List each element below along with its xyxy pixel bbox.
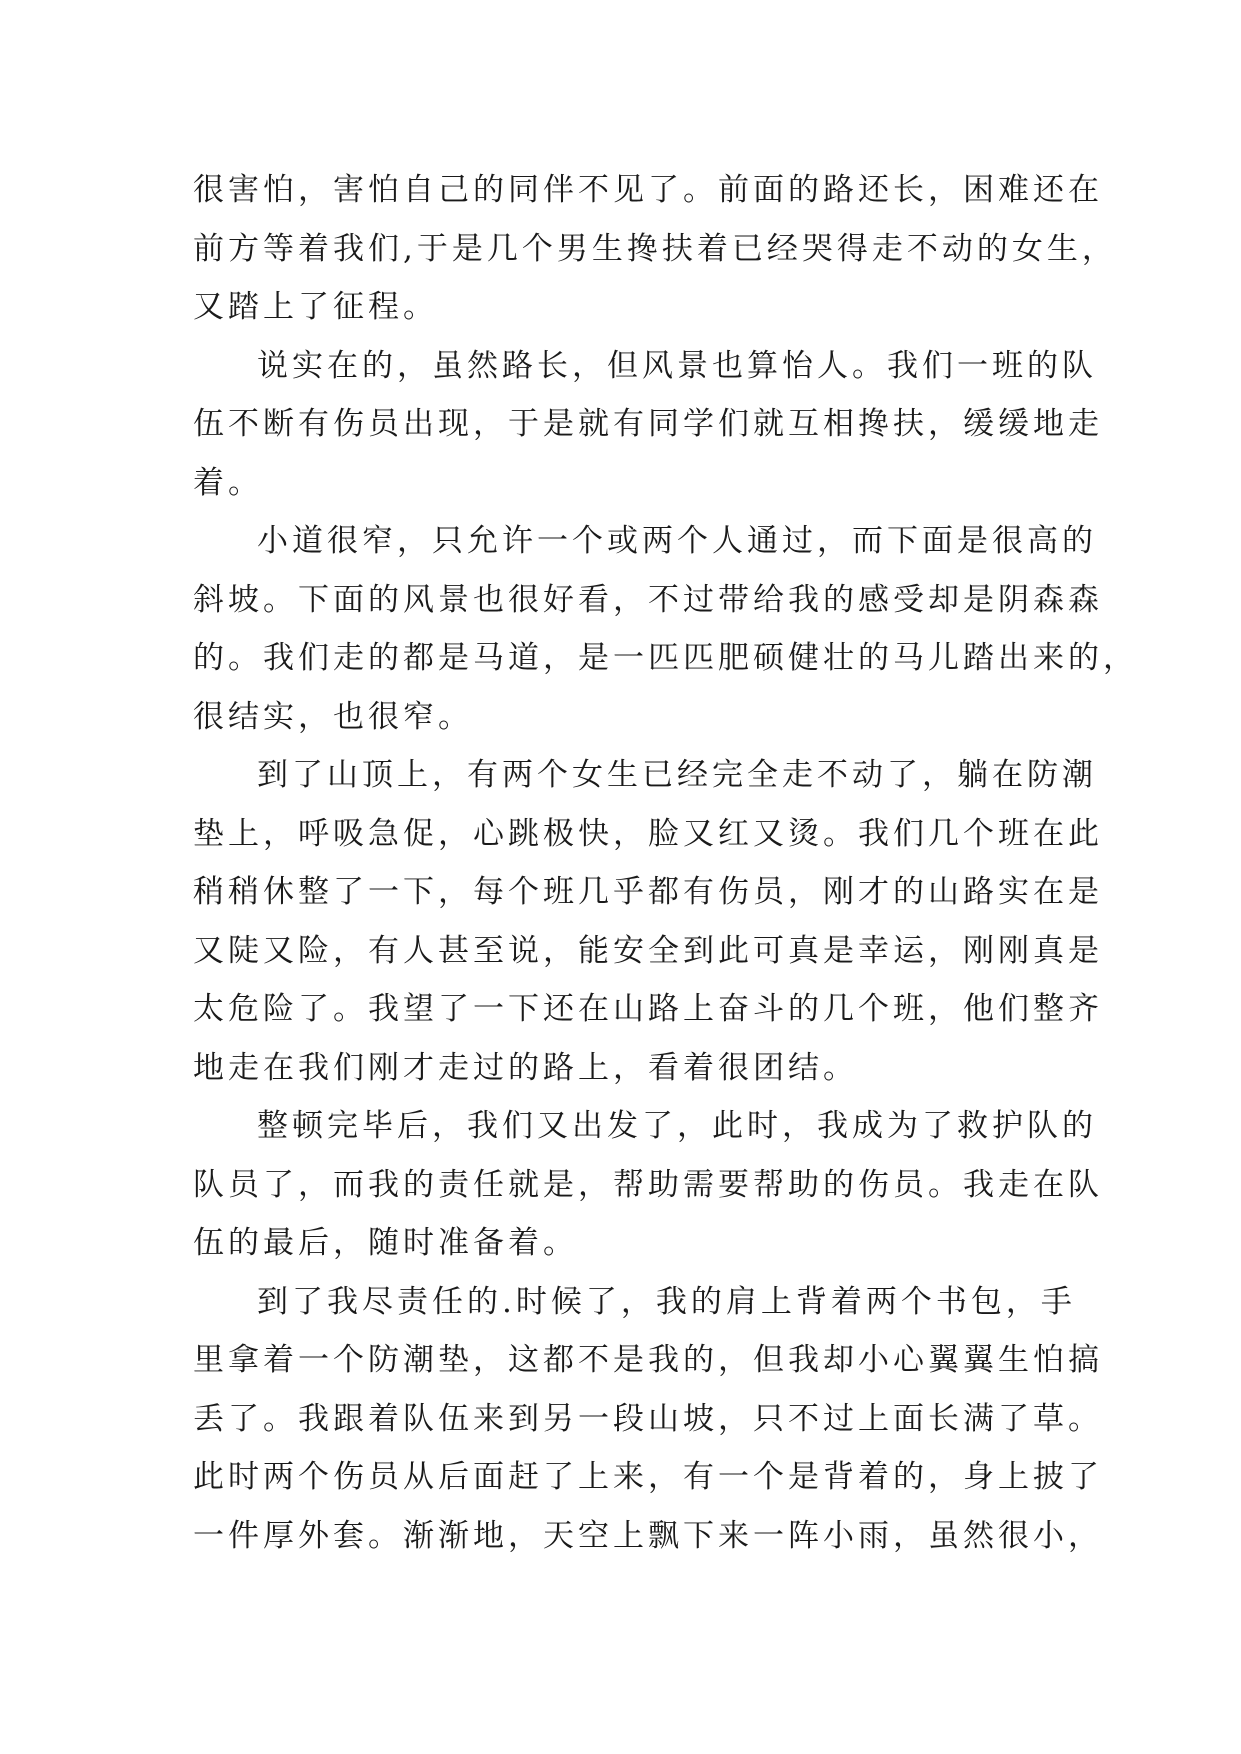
- text-line: 伍不断有伤员出现，于是就有同学们就互相搀扶，缓缓地走: [193, 406, 1103, 442]
- paragraph-first-line: 到了山顶上，有两个女生已经完全走不动了，躺在防潮: [257, 757, 1097, 793]
- text-line: 很结实，也很窄。: [193, 698, 473, 735]
- paragraph-first-line: 整顿完毕后，我们又出发了，此时，我成为了救护队的: [257, 1108, 1097, 1144]
- body-text: [193, 161, 1138, 1565]
- text-line: 地走在我们刚才走过的路上，看着很团结。: [193, 1049, 858, 1086]
- text-line: 丢了。我跟着队伍来到另一段山坡，只不过上面长满了草。: [193, 1400, 1103, 1437]
- text-line: 此时两个伤员从后面赶了上来，有一个是背着的，身上披了: [193, 1459, 1103, 1495]
- text-line: 队员了，而我的责任就是，帮助需要帮助的伤员。我走在队: [193, 1166, 1103, 1203]
- text-line: 伍的最后，随时准备着。: [193, 1225, 578, 1261]
- text-line: 太危险了。我望了一下还在山路上奋斗的几个班，他们整齐: [193, 991, 1103, 1027]
- text-line: 一件厚外套。渐渐地，天空上飘下来一阵小雨，虽然很小，: [193, 1517, 1103, 1554]
- text-line: 垫上，呼吸急促，心跳极快，脸又红又烫。我们几个班在此: [193, 815, 1103, 852]
- text-line: 前方等着我们,于是几个男生搀扶着已经哭得走不动的女生，: [193, 230, 1117, 267]
- text-line: 稍稍休整了一下，每个班几乎都有伤员，刚才的山路实在是: [193, 874, 1103, 910]
- text-line: 着。: [193, 464, 263, 501]
- paragraph-first-line: 说实在的，虽然路长，但风景也算怡人。我们一班的队: [257, 347, 1097, 384]
- text-line: 又陡又险，有人甚至说，能安全到此可真是幸运，刚刚真是: [193, 932, 1103, 969]
- text-line: 里拿着一个防潮垫，这都不是我的，但我却小心翼翼生怕搞: [193, 1342, 1103, 1378]
- text-line: 很害怕，害怕自己的同伴不见了。前面的路还长，困难还在: [193, 172, 1103, 208]
- text-line: 的。我们走的都是马道，是一匹匹肥硕健壮的马儿踏出来的，: [193, 640, 1138, 676]
- text-line: 斜坡。下面的风景也很好看，不过带给我的感受却是阴森森: [193, 581, 1103, 618]
- text-line: 又踏上了征程。: [193, 289, 438, 325]
- paragraph-first-line: 小道很窄，只允许一个或两个人通过，而下面是很高的: [257, 523, 1097, 559]
- paragraph-first-line: 到了我尽责任的.时候了，我的肩上背着两个书包，手: [257, 1283, 1076, 1320]
